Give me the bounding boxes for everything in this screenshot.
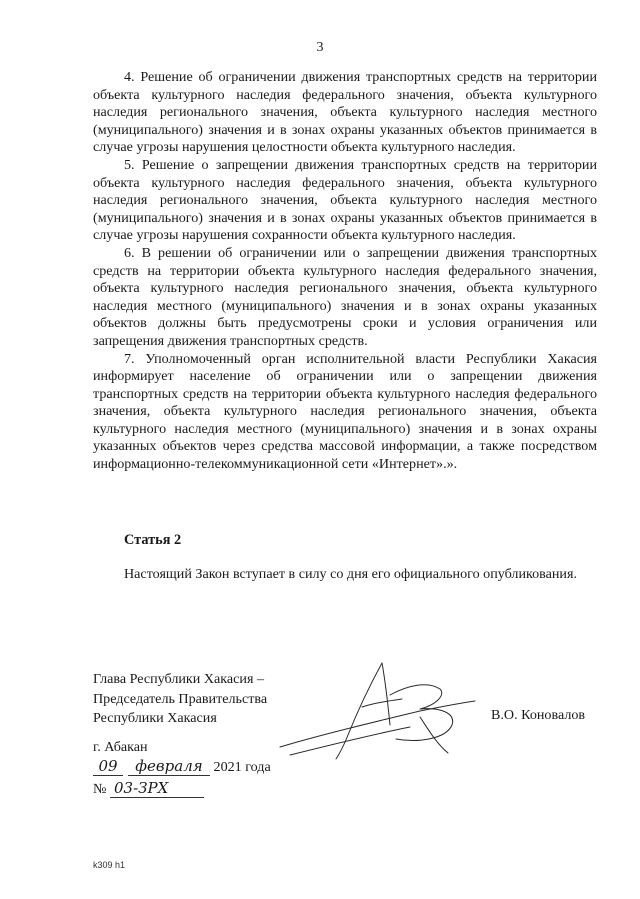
paragraph-4: 4. Решение об ограничении движения транспортных средств на территории объекта культурного наследия федерального значения, объекта культурного наследия регионального значения, объекта культурного наследия местного (муниципального) значения и в зонах охраны указанных объектов принимается в случае угрозы нарушения целостности объекта культурного наследия. [93,69,597,156]
signatory-title-line: Глава Республики Хакасия – [93,671,265,687]
law-number [93,780,204,798]
signatory-name: В.О. Коновалов [491,707,586,723]
article-title: Статья 2 [124,532,182,548]
paragraph-7: 7. Уполномоченный орган исполнительной власти Республики Хакасия информирует население об ограничении или о запрещении движения транспортных средств на территории объекта культурного наследия федерального значения, объекта культурного наследия регионального значения, объекта культурного наследия местного (муниципального) значения и в зонах охраны указанных объектов через средства массовой информации, а также посредством информационно-телекоммуникационной сети «Интернет».». [93,350,597,473]
body-text [93,69,597,474]
date-day: 09 [93,758,123,776]
number-value: 03-ЗРХ [110,780,204,798]
signatory-title-line: Республики Хакасия [93,710,217,726]
page-number: 3 [316,40,324,55]
paragraph-6: 6. В решении об ограничении или о запрещении движения транспортных средств на территории объекта культурного наследия федерального значения, объекта культурного наследия регионального значения, объекта культурного наследия местного (муниципального) значения и в зонах охраны указанных объектов должны быть предусмотрены сроки и условия ограничения или запрещения движения транспортных средств. [93,244,597,349]
date-month: февраля [128,758,210,776]
handwritten-signature [270,655,480,765]
signing-date [93,758,271,776]
place-of-signing: г. Абакан [93,739,148,755]
signatory-title [93,670,267,729]
date-year: 2021 года [213,759,271,775]
signatory-title-line: Председатель Правительства [93,690,268,707]
article-text: Настоящий Закон вступает в силу со дня его официального опубликования. [124,566,577,582]
paragraph-5: 5. Решение о запрещении движения транспортных средств на территории объекта культурного наследия федерального значения, объекта культурного наследия регионального значения, объекта культурного наследия местного (муниципального) значения и в зонах охраны указанных объектов принимается в случае угрозы нарушения сохранности объекта культурного наследия. [93,156,597,244]
document-code: k309 h1 [93,860,126,870]
number-sign: № [93,781,107,797]
